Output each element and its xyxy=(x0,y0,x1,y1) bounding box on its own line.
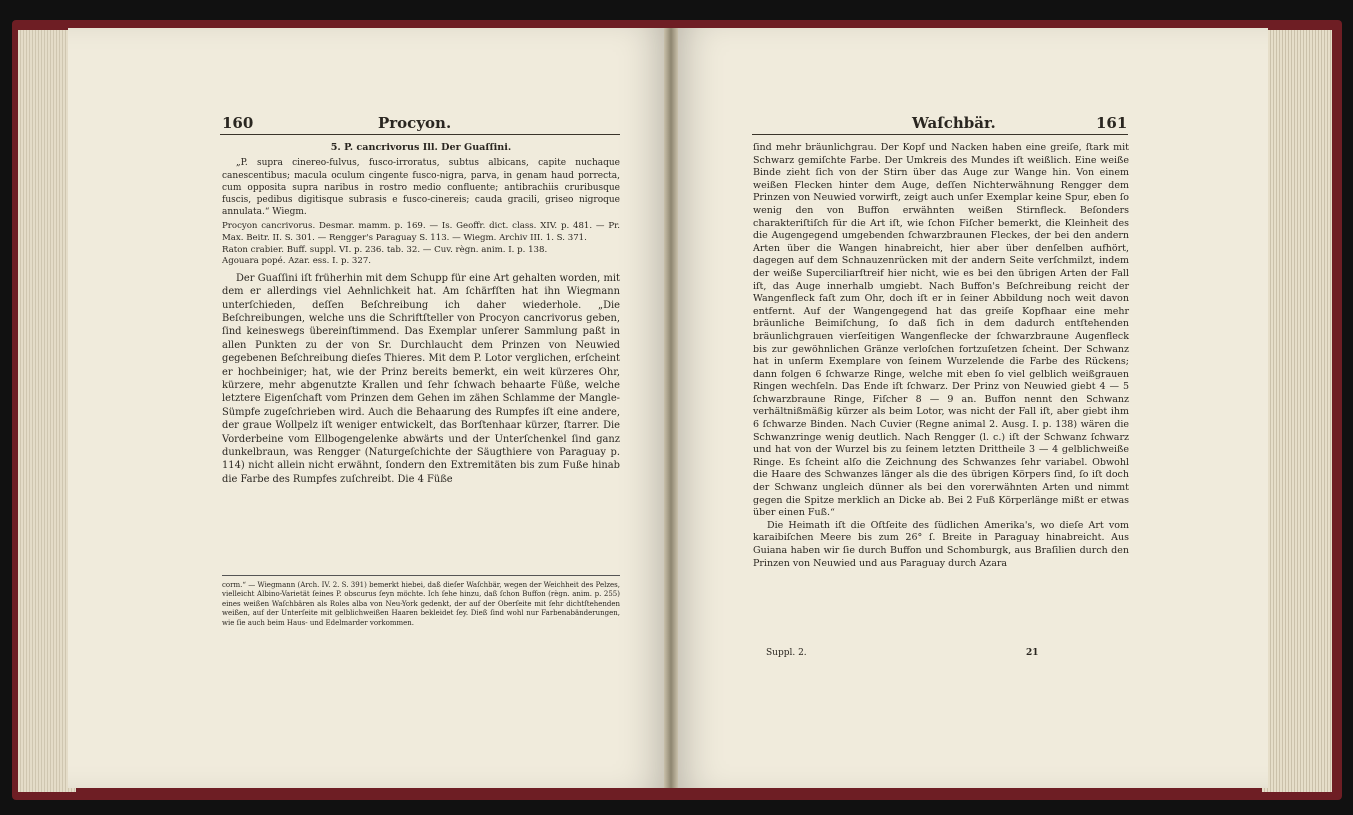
right-body-text-2: Die Heimath iſt die Oſtſeite des ſüdlichen Amerika's, wo dieſe Art vom karaibiſchen Meere bis zum 26° ſ. Breite in Paraguay hinabreicht. Aus Guiana haben wir ſie durch Buffon und Schomburgk, aus Braſilien durch den Prinzen von Neuwied und aus Paraguay durch Azara xyxy=(753,519,1129,569)
synonym-1: Procyon cancrivorus. Desmar. mamm. p. 169. — Is. Geoffr. dict. class. XIV. p. 481. — Pr. Max. Beitr. II. S. 301. — Rengger's Paraguay S. 113. — Wiegm. Archiv III. 1. S. 371. xyxy=(222,221,620,243)
footnote-rule xyxy=(222,575,620,576)
right-running-title: Waſchbär. xyxy=(912,114,996,132)
right-header-rule xyxy=(752,134,1128,135)
right-text-block xyxy=(753,142,1129,570)
right-page-edges xyxy=(1262,30,1332,792)
signature-mark: Suppl. 2. xyxy=(766,648,807,658)
left-text-block xyxy=(222,142,620,486)
left-running-title: Procyon. xyxy=(378,114,452,132)
right-body-text-1: ſind mehr bräunlichgrau. Der Kopf und Nacken haben eine greiſe, ſtark mit Schwarz gemiſchte Farbe. Der Umkreis des Mundes iſt weißlich. Eine weiße Binde zieht ſich von der Stirn über das Auge zur Wange hin. Von einem weißen Flecken hinter dem Auge, deſſen Nichterwähnung Rengger dem Prinzen von Neuwied vorwirft, zeigt auch unſer Exemplar keine Spur, eben ſo wenig den von Buffon erwähnten weißen Stirnfleck. Beſonders charakteriſtiſch für die Art iſt, wie ſchon Fiſcher bemerkt, die Kleinheit des die Augengegend umgebenden ſchwarzbraunen Fleckes, der bei den andern Arten über die Wangen hinabreicht, hier aber über denſelben aufhört, dagegen auf dem Schnauzenrücken mit der andern Seite verſchmilzt, indem der weiße Superciliarſtreif hier nicht, wie es bei den übrigen Arten der Fall iſt, das Auge innerhalb umgiebt. Nach Buffon's Beſchreibung reicht der Wangenfleck faſt zum Ohr, doch iſt er in ſeiner Abbildung noch weit davon entfernt. Auf der Wangengegend hat das greiſe Kopfhaar eine mehr bräunliche Beimiſchung, ſo daß ſich in dem dadurch entſtehenden bräunlichgrauen vierſeitigen Wangenflecke der ſchwarzbraune Augenfleck bis zur gewöhnlichen Gränze verloſchen fortzuſetzen ſcheint. Der Schwanz hat in unſerm Exemplare von ſeinem Wurzelende die Farbe des Rückens; dann folgen 6 ſchwarze Ringe, welche mit eben ſo viel gelblich weißgrauen Ringen wechſeln. Das Ende iſt ſchwarz. Der Prinz von Neuwied giebt 4 — 5 ſchwarzbraune Ringe, Fiſcher 8 — 9 an. Buffon nennt den Schwanz verhältnißmäßig kürzer als beim Lotor, was nicht der Fall iſt, aber giebt ihm 6 ſchwarze Binden. Nach Cuvier (Regne animal 2. Ausg. I. p. 138) wären die Schwanzringe wenig deutlich. Nach Rengger (l. c.) iſt der Schwanz ſchwarz und hat von der Wurzel bis zu ſeinem letzten Drittheile 3 — 4 gelblichweiße Ringe. Es ſcheint alſo die Zeichnung des Schwanzes ſehr variabel. Obwohl die Haare des Schwanzes länger als die des übrigen Körpers ſind, ſo iſt doch der Schwanz ungleich dünner als bei den vorerwähnten Arten und nimmt gegen die Spitze merklich an Dicke ab. Bei 2 Fuß Körperlänge mißt er etwas über einen Fuß.“ xyxy=(753,142,1129,519)
synonym-3: Agouara popé. Azar. ess. I. p. 327. xyxy=(222,256,372,267)
left-page-number: 160 xyxy=(222,114,254,132)
synonym-2: Raton crabier. Buff. suppl. VI. p. 236. tab. 32. — Cuv. règn. anim. I. p. 138. xyxy=(222,244,548,255)
footnote: corm.“ — Wiegmann (Arch. IV. 2. S. 391) bemerkt hiebei, daß dieſer Waſchbär, wegen der Weichheit des Pelzes, vielleicht Albino-Varietät ſeines P. obscurus ſeyn möchte. Ich ſehe hinzu, daß ſchon Buffon (règn. anim. p. 255) eines weißen Waſchbären als Roles alba von Neu-York gedenkt, der auf der Oberſeite mit ſehr dichtſtehenden weißen, auf der Unterſeite mit gelblichweißen Haaren bekleidet ſey. Dieß ſind wohl nur Farbenabänderungen, wie ſie auch beim Haus- und Edelmarder vorkommen. xyxy=(222,581,620,627)
left-body-text: Der Guaſſini iſt früherhin mit dem Schupp für eine Art gehalten worden, mit dem er allerdings viel Aehnlichkeit hat. Am ſchärfſten hat ihn Wiegmann unterſchieden, deſſen Beſchreibung ich daher wiederhole. „Die Beſchreibungen, welche uns die Schriftſteller von Procyon cancrivorus geben, ſind keineswegs übereinſtimmend. Das Exemplar unſerer Sammlung paßt in allen Punkten zu der von Sr. Durchlaucht dem Prinzen von Neuwied gegebenen Beſchreibung dieſes Thieres. Mit dem P. Lotor verglichen, erſcheint er hochbeiniger; hat, wie der Prinz bereits bemerkt, ein weit kürzeres Ohr, kürzere, mehr abgenutzte Krallen und ſehr ſchwach behaarte Füße, welche letztere Eigenſchaft vom Prinzen dem Gehen im zähen Schlamme der Mangle-Sümpfe zugeſchrieben wird. Auch die Behaarung des Rumpfes iſt eine andere, der graue Wollpelz iſt weniger entwickelt, das Borſtenhaar kürzer, ſtarrer. Die Vorderbeine vom Ellbogengelenke abwärts und der Unterſchenkel ſind ganz dunkelbraun, was Rengger (Naturgeſchichte der Säugthiere von Paraguay p. 114) nicht allein nicht erwähnt, ſondern den Extremitäten bis zum Fuße hinab die Farbe des Rumpfes zuſchreibt. Die 4 Füße xyxy=(222,272,620,485)
left-header-rule xyxy=(220,134,620,135)
section-heading: 5. P. cancrivorus Ill. Der Guaſſini. xyxy=(330,142,512,153)
signature-number: 21 xyxy=(1026,648,1039,658)
latin-description: „P. supra cinereo-fulvus, fusco-irroratus, subtus albicans, capite nuchaque canescentibus; macula oculum cingente fusco-nigra, parva, in genam haud porrecta, cum opposita supra naribus in rostro medio confluente; antibrachiis cruribusque fuscis, pedibus digitisque subrasis e fusco-cinereis; cauda gracili, griseo nigroque annulata.“ Wiegm. xyxy=(222,158,620,218)
book-gutter xyxy=(664,28,678,788)
right-page-number: 161 xyxy=(1096,114,1128,132)
